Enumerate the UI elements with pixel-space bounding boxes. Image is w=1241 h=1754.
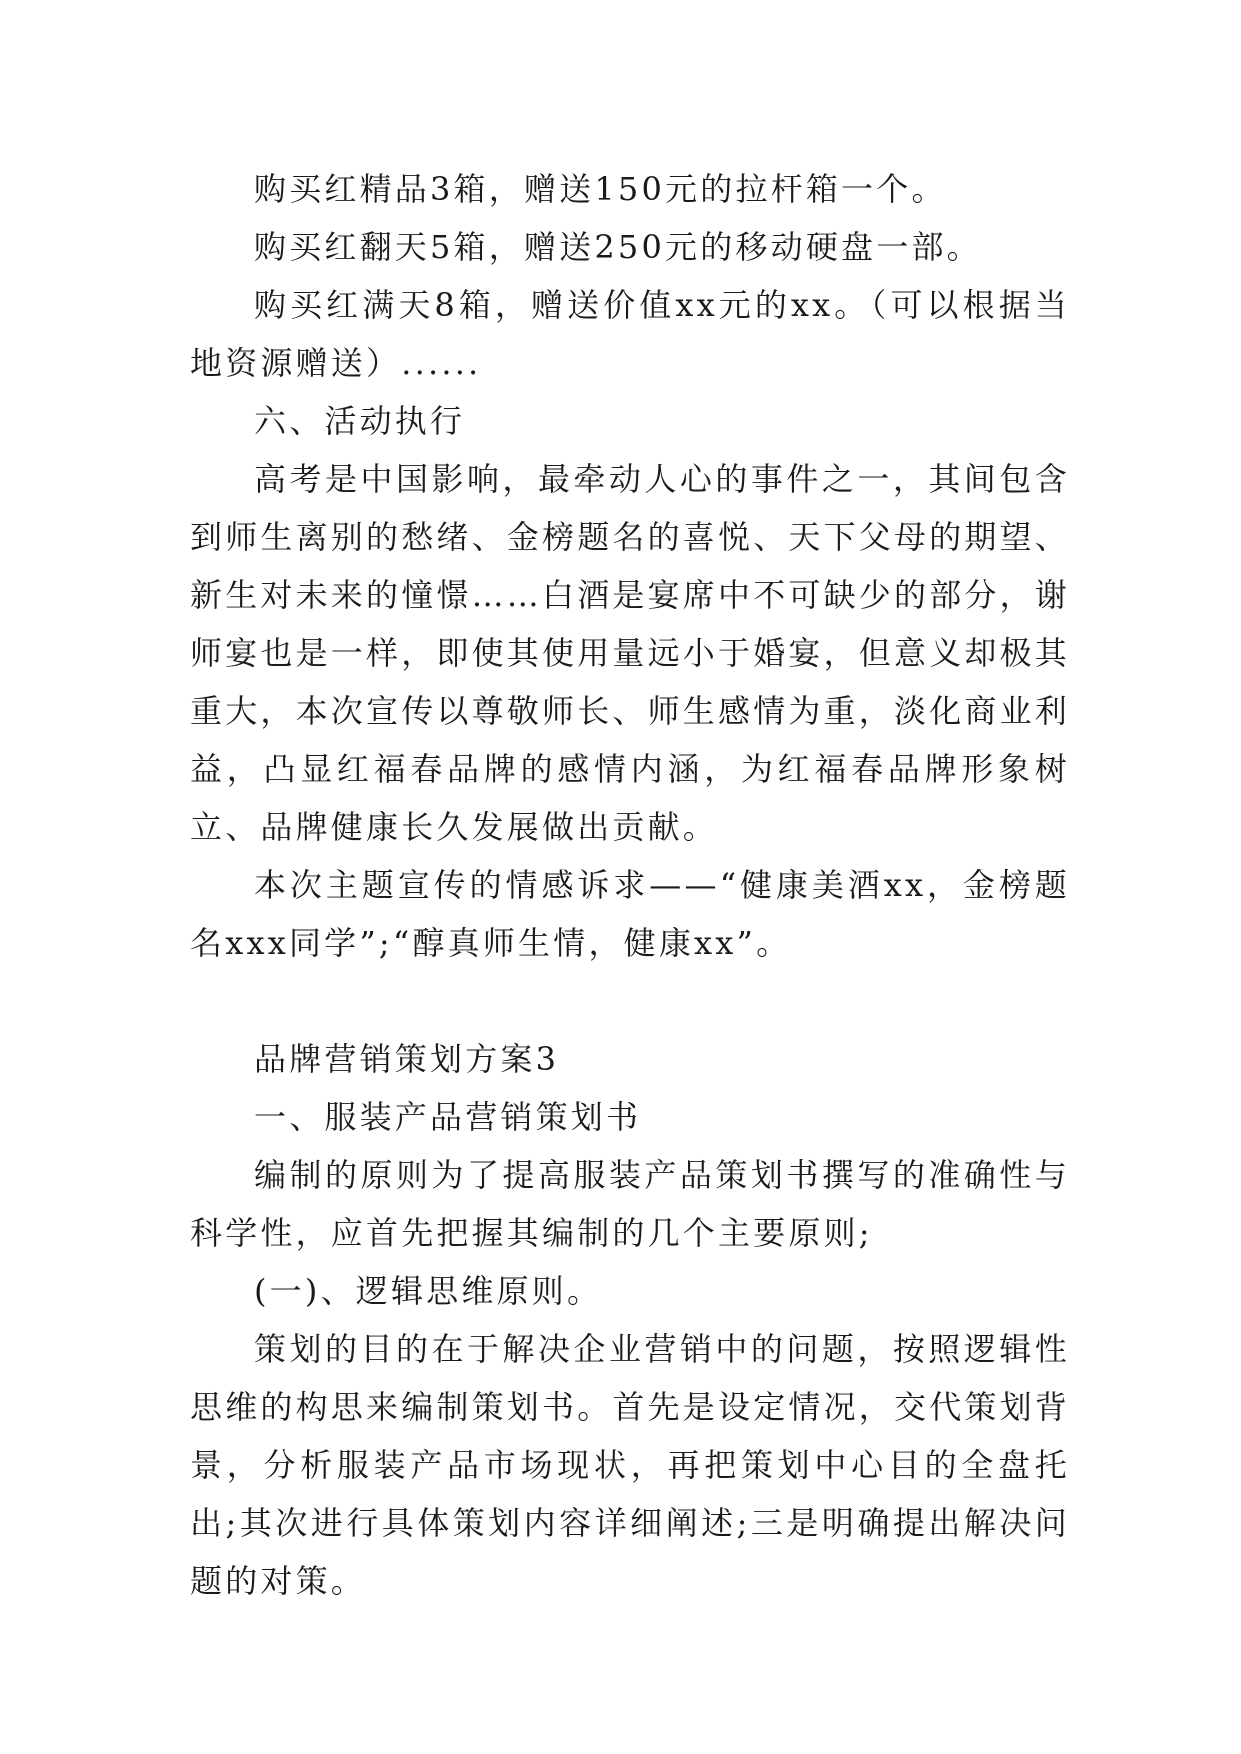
heading-apparel-marketing-plan: 一、服装产品营销策划书 <box>254 1098 642 1136</box>
paragraph-gift-tier-2: 购买红翻天5箱，赠送250元的移动硬盘一部。 <box>254 228 982 266</box>
paragraph-emotional-appeal: 本次主题宣传的情感诉求——“健康美酒xx，金榜题名xxx同学”;“醇真师生情，健康xx”。 <box>190 866 1070 962</box>
section-spacer <box>190 972 1070 1030</box>
paragraph-logic-principle-detail: 策划的目的在于解决企业营销中的问题，按照逻辑性思维的构思来编制策划书。首先是设定情况，交代策划背景，分析服装产品市场现状，再把策划中心目的全盘托出;其次进行具体策划内容详细阐述;三是明确提出解决问题的对策。 <box>190 1330 1071 1600</box>
paragraph-gaokao-background: 高考是中国影响，最牵动人心的事件之一，其间包含到师生离别的愁绪、金榜题名的喜悦、天下父母的期望、新生对未来的憧憬……白酒是宴席中不可缺少的部分，谢师宴也是一样，即使其使用量远小于婚宴，但意义却极其重大，本次宣传以尊敬师长、师生感情为重，淡化商业利益，凸显红福春品牌的感情内涵，为红福春品牌形象树立、品牌健康长久发展做出贡献。 <box>190 460 1071 846</box>
document-body <box>190 160 1070 1610</box>
paragraph-gift-tier-1: 购买红精品3箱，赠送150元的拉杆箱一个。 <box>254 170 947 208</box>
paragraph-principles-intro: 编制的原则为了提高服装产品策划书撰写的准确性与科学性，应首先把握其编制的几个主要原则; <box>190 1156 1070 1252</box>
heading-plan-3: 品牌营销策划方案3 <box>254 1040 560 1078</box>
paragraph-gift-tier-3: 购买红满天8箱，赠送价值xx元的xx。（可以根据当地资源赠送）...... <box>190 286 1070 382</box>
heading-activity-execution: 六、活动执行 <box>254 402 466 440</box>
heading-logic-principle: (一)、逻辑思维原则。 <box>254 1272 603 1310</box>
